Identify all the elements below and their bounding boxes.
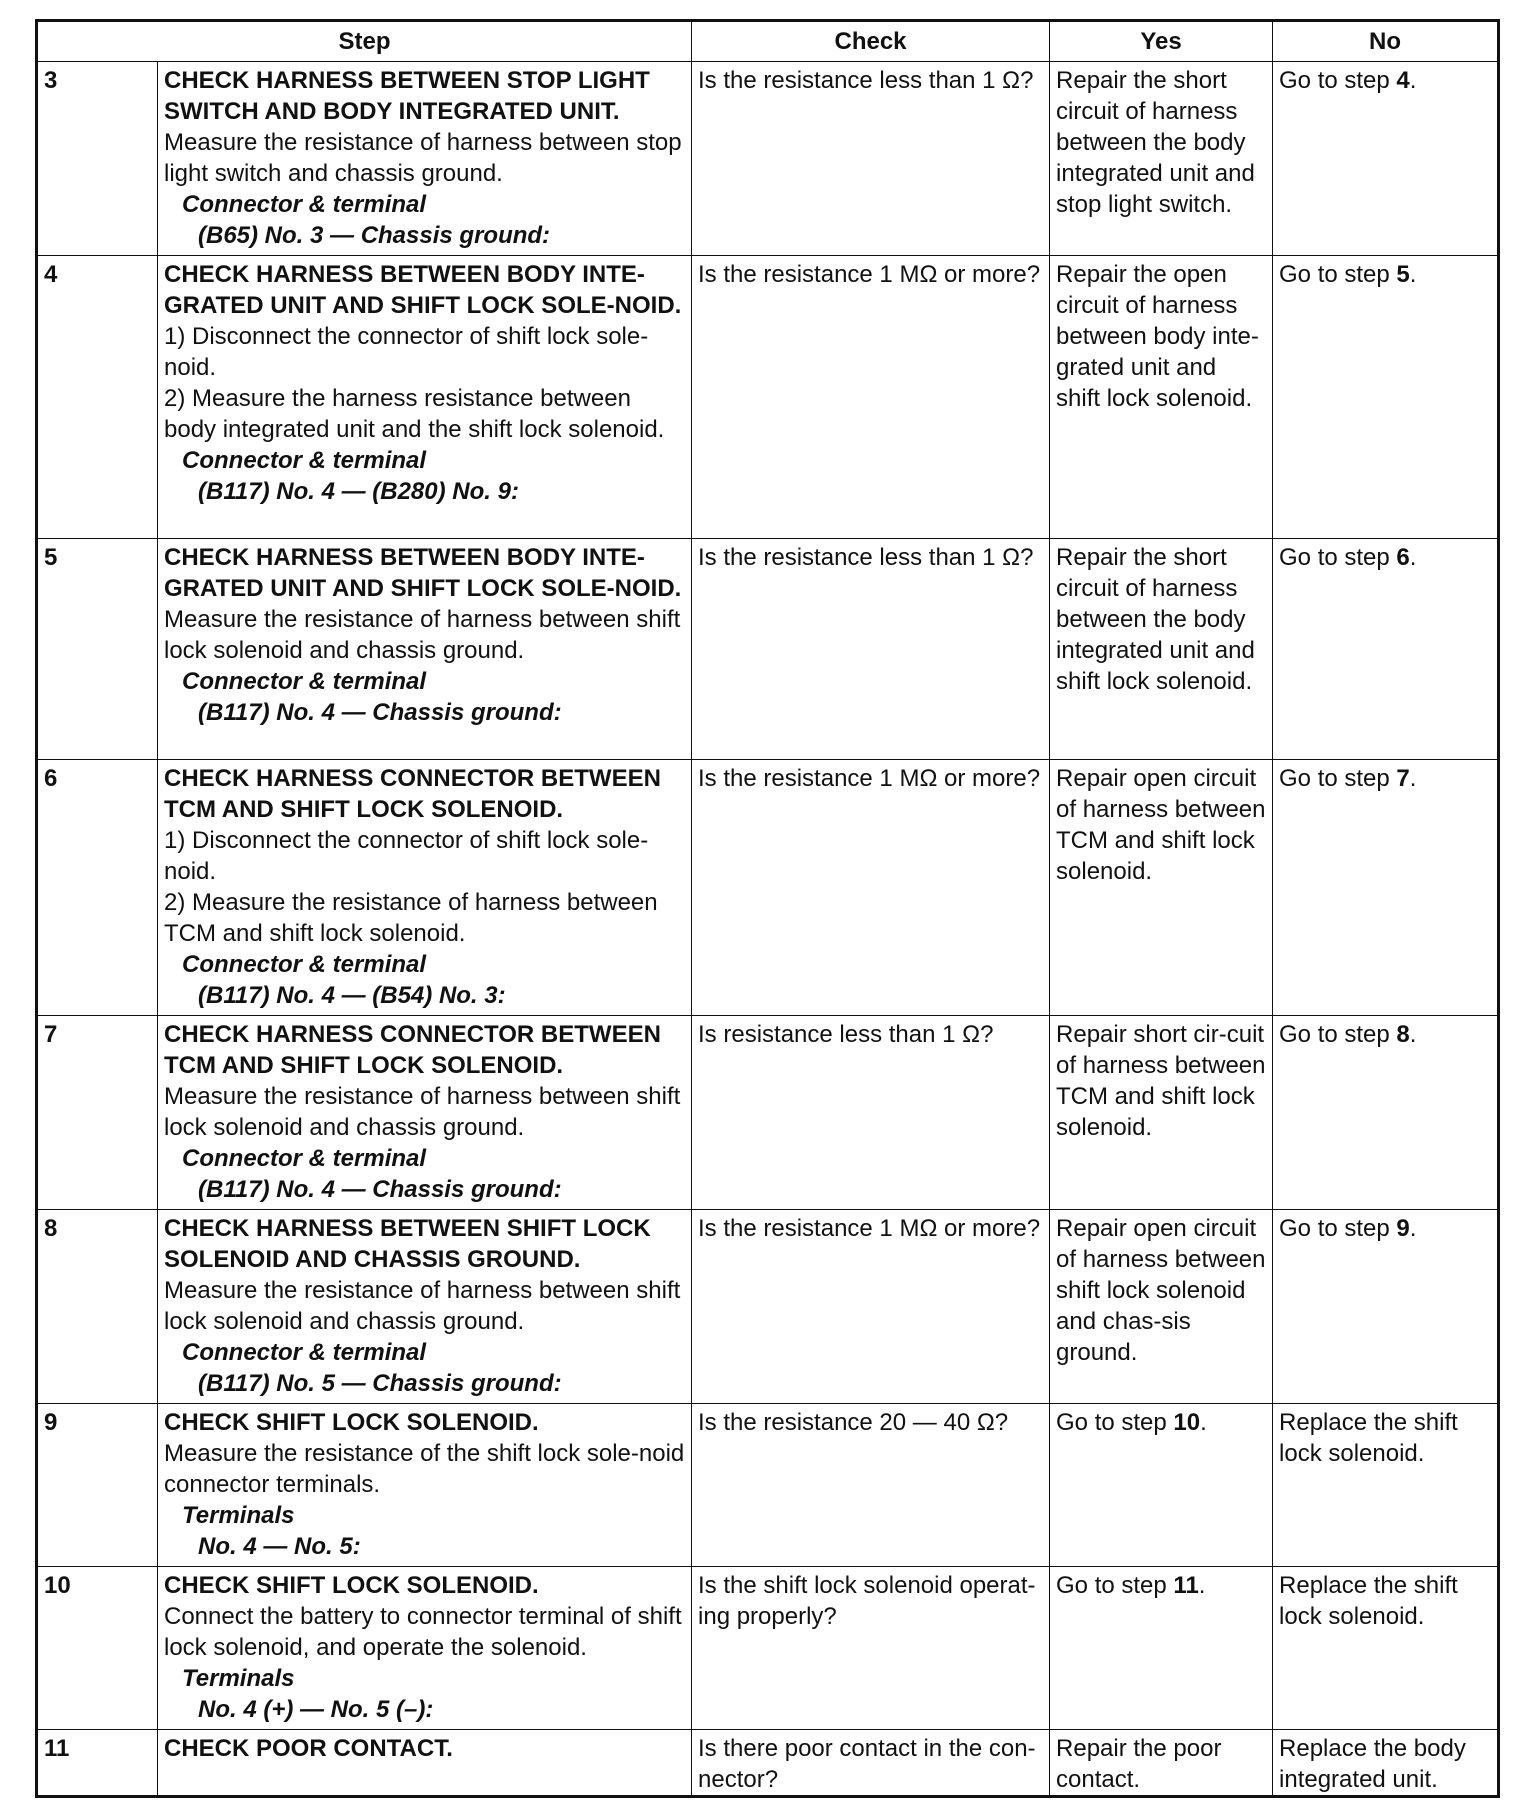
no-step-ref: 8 <box>1396 1021 1410 1048</box>
header-step: Step <box>37 21 692 62</box>
step-description <box>158 256 692 539</box>
no-cell: Replace the shift lock solenoid. <box>1273 1567 1499 1730</box>
table-row <box>37 1210 1499 1404</box>
no-suffix: . <box>1409 67 1417 94</box>
no-suffix: . <box>1409 261 1417 288</box>
no-prefix: Go to step <box>1279 544 1397 571</box>
step-number: 10 <box>37 1567 158 1730</box>
step-title: CHECK HARNESS BETWEEN SHIFT LOCK SOLENOID AND CHASSIS GROUND. <box>164 1215 651 1273</box>
step-title: CHECK HARNESS BETWEEN BODY INTE-GRATED UNIT AND SHIFT LOCK SOLE-NOID. <box>164 544 682 602</box>
terminals-value: No. 4 — No. 5: <box>198 1533 361 1560</box>
step-number: 3 <box>37 62 158 256</box>
connector-label: Connector & terminal <box>182 447 427 474</box>
check-cell: Is the resistance 1 MΩ or more? <box>692 256 1050 539</box>
table-row <box>37 1404 1499 1567</box>
header-row <box>37 21 1499 62</box>
yes-cell: Repair the poor contact. <box>1050 1730 1273 1797</box>
no-step-ref: 7 <box>1396 765 1410 792</box>
no-step-ref: 6 <box>1396 544 1410 571</box>
no-suffix: . <box>1409 1021 1417 1048</box>
no-cell <box>1273 62 1499 256</box>
table-row <box>37 1730 1499 1797</box>
no-step-ref: 9 <box>1396 1215 1410 1242</box>
step-body: 1) Disconnect the connector of shift lock sole-noid. <box>164 827 649 885</box>
no-prefix: Go to step <box>1279 1021 1397 1048</box>
no-suffix: . <box>1409 1215 1417 1242</box>
step-number: 11 <box>37 1730 158 1797</box>
no-step-ref: 5 <box>1396 261 1410 288</box>
no-step-ref: 4 <box>1396 67 1410 94</box>
step-title: CHECK SHIFT LOCK SOLENOID. <box>164 1572 539 1599</box>
check-cell: Is the resistance 20 — 40 Ω? <box>692 1404 1050 1567</box>
connector-value: (B117) No. 4 — (B54) No. 3: <box>198 982 506 1009</box>
table-row <box>37 1567 1499 1730</box>
yes-cell: Repair the short circuit of harness between the body integrated unit and stop light switch. <box>1050 62 1273 256</box>
yes-suffix: . <box>1198 1572 1206 1599</box>
table-row <box>37 62 1499 256</box>
check-cell: Is the resistance 1 MΩ or more? <box>692 760 1050 1016</box>
check-cell: Is resistance less than 1 Ω? <box>692 1016 1050 1210</box>
step-description <box>158 539 692 760</box>
step-number: 4 <box>37 256 158 539</box>
header-yes: Yes <box>1050 21 1273 62</box>
no-cell <box>1273 1016 1499 1210</box>
no-prefix: Go to step <box>1279 1215 1397 1242</box>
connector-value: (B117) No. 4 — (B280) No. 9: <box>198 478 519 505</box>
step-body: Measure the resistance of harness between shift lock solenoid and chassis ground. <box>164 1277 681 1335</box>
step-title: CHECK HARNESS BETWEEN BODY INTE-GRATED UNIT AND SHIFT LOCK SOLE-NOID. <box>164 261 682 319</box>
step-description <box>158 760 692 1016</box>
yes-prefix: Go to step <box>1056 1409 1174 1436</box>
step-title: CHECK HARNESS CONNECTOR BETWEEN TCM AND SHIFT LOCK SOLENOID. <box>164 1021 661 1079</box>
table-row <box>37 1016 1499 1210</box>
step-number: 8 <box>37 1210 158 1404</box>
step-title: CHECK SHIFT LOCK SOLENOID. <box>164 1409 539 1436</box>
yes-cell <box>1050 1567 1273 1730</box>
yes-prefix: Go to step <box>1056 1572 1174 1599</box>
no-prefix: Go to step <box>1279 67 1397 94</box>
yes-suffix: . <box>1200 1409 1207 1436</box>
step-body: 1) Disconnect the connector of shift lock sole-noid. <box>164 323 649 381</box>
connector-value: (B117) No. 5 — Chassis ground: <box>198 1370 562 1397</box>
terminals-label: Terminals <box>182 1665 295 1692</box>
step-description <box>158 62 692 256</box>
check-cell: Is there poor contact in the con-nector? <box>692 1730 1050 1797</box>
no-prefix: Go to step <box>1279 765 1397 792</box>
step-description <box>158 1404 692 1567</box>
yes-cell <box>1050 1404 1273 1567</box>
table-row <box>37 539 1499 760</box>
step-description <box>158 1567 692 1730</box>
yes-cell: Repair the open circuit of harness between body inte-grated unit and shift lock solenoid. <box>1050 256 1273 539</box>
step-number: 6 <box>37 760 158 1016</box>
table-row <box>37 256 1499 539</box>
connector-label: Connector & terminal <box>182 1145 427 1172</box>
connector-value: (B65) No. 3 — Chassis ground: <box>198 222 551 249</box>
header-check: Check <box>692 21 1050 62</box>
check-cell: Is the shift lock solenoid operat-ing properly? <box>692 1567 1050 1730</box>
step-title: CHECK HARNESS CONNECTOR BETWEEN TCM AND SHIFT LOCK SOLENOID. <box>164 765 661 823</box>
step-description <box>158 1730 692 1797</box>
yes-step-ref: 10 <box>1173 1409 1201 1436</box>
connector-value: (B117) No. 4 — Chassis ground: <box>198 699 562 726</box>
step-body: Measure the resistance of harness between stop light switch and chassis ground. <box>164 129 682 187</box>
no-prefix: Go to step <box>1279 261 1397 288</box>
step-title: CHECK POOR CONTACT. <box>164 1735 453 1762</box>
header-no: No <box>1273 21 1499 62</box>
step-title: CHECK HARNESS BETWEEN STOP LIGHT SWITCH AND BODY INTEGRATED UNIT. <box>164 67 650 125</box>
step-body: Measure the resistance of the shift lock sole-noid connector terminals. <box>164 1440 685 1498</box>
check-cell: Is the resistance less than 1 Ω? <box>692 539 1050 760</box>
check-cell: Is the resistance less than 1 Ω? <box>692 62 1050 256</box>
no-cell <box>1273 256 1499 539</box>
step-body: Measure the resistance of harness between shift lock solenoid and chassis ground. <box>164 1083 681 1141</box>
terminals-label: Terminals <box>182 1502 295 1529</box>
no-cell: Replace the shift lock solenoid. <box>1273 1404 1499 1567</box>
step-number: 9 <box>37 1404 158 1567</box>
terminals-value: No. 4 (+) — No. 5 (–): <box>198 1696 434 1723</box>
no-suffix: . <box>1409 544 1417 571</box>
connector-label: Connector & terminal <box>182 951 427 978</box>
step-number: 5 <box>37 539 158 760</box>
yes-cell: Repair open circuit of harness between TCM and shift lock solenoid. <box>1050 760 1273 1016</box>
table-row <box>37 760 1499 1016</box>
step-body: Measure the resistance of harness between shift lock solenoid and chassis ground. <box>164 606 681 664</box>
connector-label: Connector & terminal <box>182 668 427 695</box>
yes-step-ref: 11 <box>1173 1572 1199 1599</box>
no-cell <box>1273 1210 1499 1404</box>
step-body: 2) Measure the resistance of harness between TCM and shift lock solenoid. <box>164 889 658 947</box>
yes-cell: Repair open circuit of harness between shift lock solenoid and chas-sis ground. <box>1050 1210 1273 1404</box>
yes-cell: Repair the short circuit of harness between the body integrated unit and shift lock solenoid. <box>1050 539 1273 760</box>
connector-label: Connector & terminal <box>182 191 427 218</box>
connector-value: (B117) No. 4 — Chassis ground: <box>198 1176 562 1203</box>
diagnostic-table <box>35 19 1500 1798</box>
step-body: 2) Measure the harness resistance between body integrated unit and the shift lock solenoid. <box>164 385 665 443</box>
step-number: 7 <box>37 1016 158 1210</box>
step-description <box>158 1210 692 1404</box>
check-cell: Is the resistance 1 MΩ or more? <box>692 1210 1050 1404</box>
step-description <box>158 1016 692 1210</box>
connector-label: Connector & terminal <box>182 1339 427 1366</box>
no-suffix: . <box>1409 765 1417 792</box>
yes-cell: Repair short cir-cuit of harness between TCM and shift lock solenoid. <box>1050 1016 1273 1210</box>
no-cell <box>1273 760 1499 1016</box>
step-body: Connect the battery to connector terminal of shift lock solenoid, and operate the solenoid. <box>164 1603 682 1661</box>
no-cell: Replace the body integrated unit. <box>1273 1730 1499 1797</box>
no-cell <box>1273 539 1499 760</box>
